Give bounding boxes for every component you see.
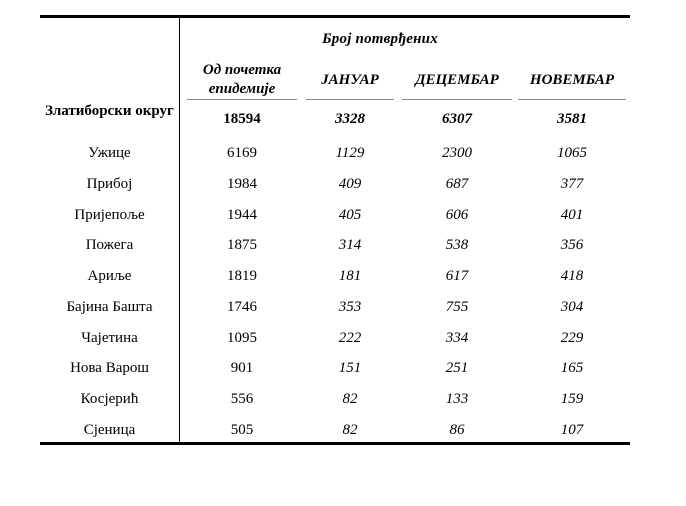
header-underline: [306, 99, 394, 100]
row-name: Ариље: [87, 268, 132, 284]
row-november: 1065: [557, 145, 587, 161]
row-january: 353: [338, 299, 362, 315]
table-row: [40, 237, 630, 267]
row-november: 229: [560, 330, 584, 346]
row-total: 1819: [227, 268, 257, 284]
column-header-november: НОВЕМБАР: [529, 72, 615, 88]
row-november: 3581: [557, 111, 587, 127]
row-name: Сјеница: [83, 422, 136, 438]
row-december: 6307: [442, 111, 472, 127]
confirmed-cases-table: [40, 15, 630, 446]
table-row: [40, 422, 630, 452]
row-name: Косјерић: [80, 391, 139, 407]
row-december: 606: [445, 207, 469, 223]
row-december: 334: [445, 330, 469, 346]
row-name: Нова Варош: [70, 360, 149, 376]
row-december: 617: [445, 268, 469, 284]
row-name: Пријепоље: [74, 207, 145, 223]
row-december: 538: [445, 237, 469, 253]
row-january: 181: [338, 268, 362, 284]
table-row: [40, 391, 630, 421]
row-total: 556: [230, 391, 254, 407]
row-total: 1095: [227, 330, 257, 346]
table-top-rule: [40, 15, 630, 18]
row-january: 405: [338, 207, 362, 223]
table-row: [40, 145, 630, 175]
table-row: [40, 207, 630, 237]
row-november: 418: [560, 268, 584, 284]
header-underline: [402, 99, 512, 100]
row-total: 6169: [227, 145, 257, 161]
row-total: 1984: [227, 176, 257, 192]
column-header-january: ЈАНУАР: [321, 72, 379, 88]
header-underline: [518, 99, 626, 100]
table-row: [40, 176, 630, 206]
table-row: [40, 299, 630, 329]
row-name: Чајетина: [81, 330, 138, 346]
row-november: 165: [560, 360, 584, 376]
row-december: 86: [449, 422, 465, 438]
row-november: 159: [560, 391, 584, 407]
row-december: 755: [445, 299, 469, 315]
row-november: 107: [560, 422, 584, 438]
row-november: 304: [560, 299, 584, 315]
confirmed-cases-group-header: Број потврђених: [322, 31, 438, 47]
column-header-december: ДЕЦЕМБАР: [415, 72, 499, 88]
row-december: 251: [445, 360, 469, 376]
row-january: 82: [342, 422, 358, 438]
row-december: 2300: [442, 145, 472, 161]
row-total: 1875: [227, 237, 257, 253]
row-total: 901: [230, 360, 254, 376]
row-january: 3328: [335, 111, 365, 127]
table-row: [40, 330, 630, 360]
row-november: 401: [560, 207, 584, 223]
row-november: 356: [560, 237, 584, 253]
row-total: 1746: [227, 299, 257, 315]
row-january: 314: [338, 237, 362, 253]
table-row: [40, 268, 630, 298]
row-november: 377: [560, 176, 584, 192]
row-january: 409: [338, 176, 362, 192]
row-total: 505: [230, 422, 254, 438]
table-row-district-total: [40, 103, 630, 133]
row-name: Пожега: [85, 237, 134, 253]
row-name: Прибој: [86, 176, 133, 192]
row-total: 18594: [223, 111, 261, 127]
row-december: 687: [445, 176, 469, 192]
table-row: [40, 360, 630, 390]
header-underline: [187, 99, 297, 100]
row-name: Бајина Башта: [66, 299, 153, 315]
column-header-since-start: Од почетка епидемије: [202, 62, 282, 97]
row-january: 1129: [335, 145, 365, 161]
row-name: Златиборски округ: [45, 103, 174, 119]
row-total: 1944: [227, 207, 257, 223]
row-january: 82: [342, 391, 358, 407]
row-name: Ужице: [88, 145, 131, 161]
row-january: 151: [338, 360, 362, 376]
row-december: 133: [445, 391, 469, 407]
row-january: 222: [338, 330, 362, 346]
